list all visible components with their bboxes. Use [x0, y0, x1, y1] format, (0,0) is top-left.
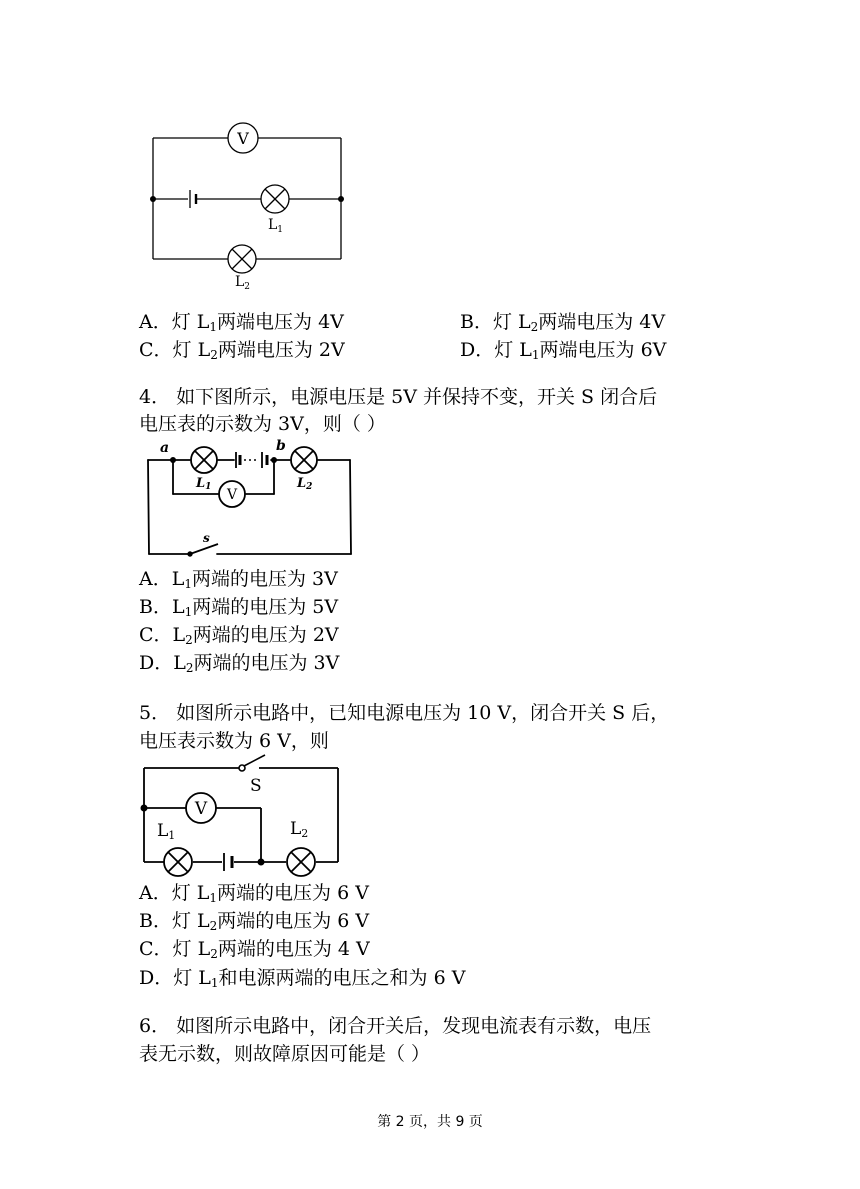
q4-circuit-diagram [140, 437, 360, 557]
q5-battery-icon [224, 853, 232, 871]
q4-option-c: C．$L_2$两端的电压为 2V [139, 624, 339, 647]
q3-lamp-l1-icon [261, 185, 289, 213]
q5-lamp-l1-label: L1 [157, 821, 176, 842]
q6-stem-line1: 6． 如图所示电路中，闭合开关后，发现电流表有示数，电压 [139, 1015, 652, 1037]
q3-node-left [150, 196, 156, 202]
q4-stem-line2: 电压表的示数为 3V，则（ ） [139, 413, 386, 435]
q5-option-c: C．灯 $L_2$两端的电压为 4 V [139, 938, 370, 961]
q3-node-right [338, 196, 344, 202]
q3-option-d: D．灯 $L_1$两端电压为 6V [460, 339, 667, 362]
q4-option-a: A．$L_1$两端的电压为 3V [139, 568, 338, 591]
q6-stem-line2: 表无示数，则故障原因可能是（ ） [139, 1043, 431, 1065]
q4-voltmeter-label: V [226, 487, 238, 503]
q5-circuit-diagram [137, 752, 347, 872]
q3-option-c: C．灯 $L_2$两端电压为 2V [139, 339, 345, 362]
q3-voltmeter-label: V [237, 129, 249, 148]
q4-label-b: b [276, 438, 286, 454]
q4-switch-label: s [203, 531, 210, 545]
q3-circuit-diagram [145, 120, 355, 292]
q4-lamp-l2-icon [291, 447, 317, 473]
q4-lamp-l2-label: L2 [297, 476, 313, 492]
q5-stem-line2: 电压表示数为 6 V，则 [139, 730, 329, 752]
q5-lamp-l2-icon [287, 848, 315, 876]
q5-lamp-l1-icon [164, 848, 192, 876]
q4-lamp-l1-label: L1 [196, 476, 212, 492]
q5-lamp-l2-label: L2 [290, 819, 309, 840]
q4-node-a [170, 457, 176, 463]
q3-lamp-l1-label: $L_1$ [268, 217, 284, 235]
q5-voltmeter-label: V [194, 799, 208, 819]
q4-option-d: D．$L_2$两端的电压为 3V [139, 652, 340, 675]
q4-node-b [271, 457, 277, 463]
q4-option-b: B．$L_1$两端的电压为 5V [139, 596, 339, 619]
q4-switch-icon [188, 544, 218, 556]
q4-stem-line1: 4． 如下图所示，电源电压是 5V 并保持不变，开关 S 闭合后 [139, 386, 658, 408]
q5-switch-label: S [250, 776, 262, 796]
q3-option-b: B．灯 $L_2$两端电压为 4V [460, 311, 666, 334]
q4-label-a: a [160, 440, 170, 456]
q5-node-middle [258, 859, 265, 866]
q4-lamp-l1-icon [191, 447, 217, 473]
q3-lamp-l2-label: $L_2$ [235, 274, 251, 292]
q3-battery-icon [190, 190, 196, 208]
q5-option-d: D．灯 $L_1$和电源两端的电压之和为 6 V [139, 967, 466, 990]
q5-node-left [141, 805, 148, 812]
q5-option-a: A．灯 $L_1$两端的电压为 6 V [139, 882, 369, 905]
q3-lamp-l2-icon [228, 245, 256, 273]
page-footer: 第 2 页，共 9 页 [377, 1114, 483, 1130]
q5-option-b: B．灯 $L_2$两端的电压为 6 V [139, 910, 370, 933]
q5-stem-line1: 5． 如图所示电路中，已知电源电压为 10 V，闭合开关 S 后， [139, 702, 670, 724]
q4-battery-icon [236, 452, 267, 468]
q3-option-a: A．灯 $L_1$两端电压为 4V [139, 311, 344, 334]
